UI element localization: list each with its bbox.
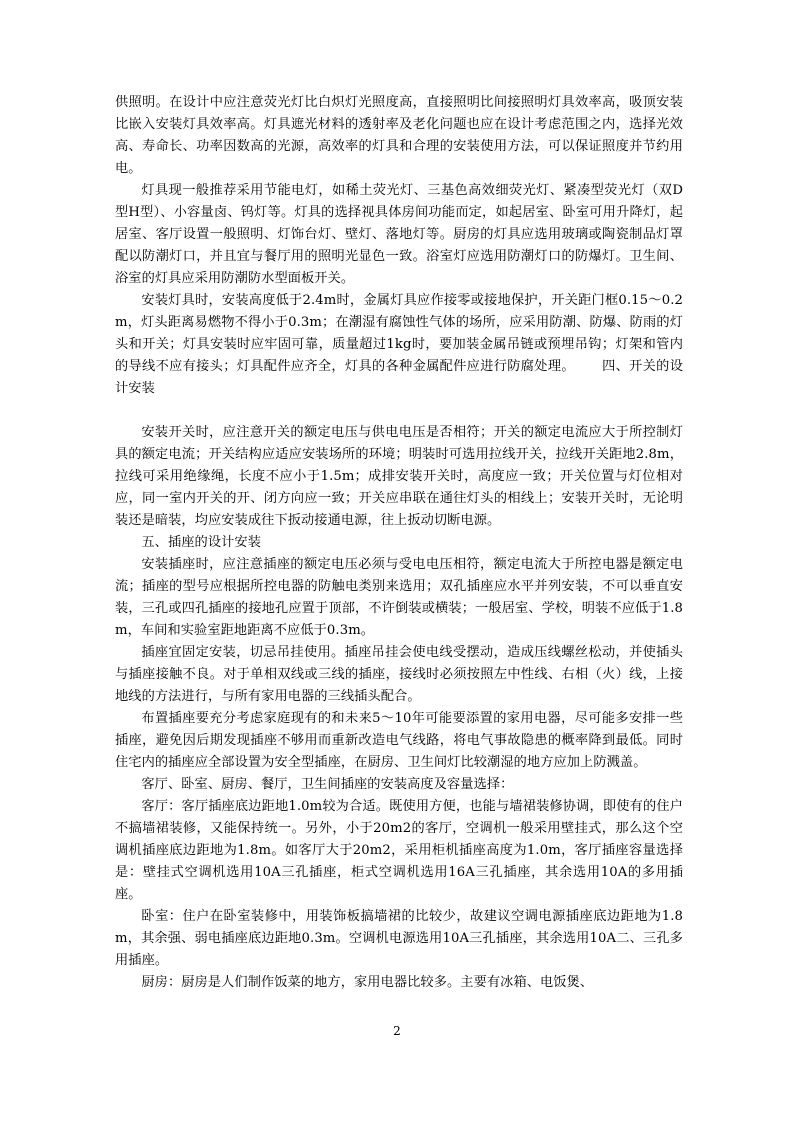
paragraph-lamp-installation-text: 安装灯具时，安装高度低于2.4m时，金属灯具应作接零或接地保护，开关距门框0.15～0.2m，灯头距离易燃物不得小于0.3m；在潮湿有腐蚀性气体的场所，应采用防潮、防爆、防雨的灯头和开关；灯具安装时应牢固可靠，质量超过1kg时，要加装金属吊链或预埋吊钩；灯架和管内的导线不应有接头；灯具配件应齐全，灯具的各种金属配件应进行防腐处理。 [115, 293, 683, 374]
page-number: 2 [393, 1024, 401, 1038]
paragraph-living-room: 客厅：客厅插座底边距地1.0m较为合适。既使用方便，也能与墙裙装修协调，即使有的住户不搞墙裙装修，又能保持统一。另外，小于20m2的客厅，空调机一般采用壁挂式，那么这个空调机插座底边距地为1.8m。如客厅大于20m2，采用柜机插座高度为1.0m，客厅插座容量选择是：壁挂式空调机选用10A三孔插座，柜式空调机选用16A三孔插座，其余选用10A的多用插座。 [115, 799, 683, 902]
paragraph-lamp-installation [115, 290, 683, 400]
paragraph-socket-fixing: 插座宜固定安装，切忌吊挂使用。插座吊挂会使电线受摆动，造成压线螺丝松动，并使插头与插座接触不良。对于单相双线或三线的插座，接线时必须按照左中性线、右相（火）线，上接地线的方法进行，与所有家用电器的三线插头配合。 [115, 645, 683, 704]
heading-socket-installation: 五、插座的设计安装 [141, 535, 261, 550]
document-body [115, 92, 683, 994]
paragraph-gap [115, 400, 683, 422]
heading-switch-installation: 四、开关的设计安装 [115, 359, 683, 396]
paragraph-switch-installation: 安装开关时，应注意开关的额定电压与供电电压是否相符；开关的额定电流应大于所控制灯具的额定电流；开关结构应适应安装场所的环境；明装时可选用拉线开关，拉线开关距地2.8m，拉线可采用绝缘绳，长度不应小于1.5m；成排安装开关时，高度应一致；开关位置与灯位相对应，同一室内开关的开、闭方向应一致；开关应串联在通往灯头的相线上；安装开关时，无论明装还是暗装，均应安装成往下扳动接通电源，往上扳动切断电源。 [115, 425, 683, 528]
paragraph-bedroom: 卧室：住户在卧室装修中，用装饰板搞墙裙的比较少，故建议空调电源插座底边距地为1.8m，其余强、弱电插座底边距地0.3m。空调机电源选用10A三孔插座，其余选用10A二、三孔多用插座。 [115, 909, 683, 968]
paragraph-socket-planning: 布置插座要充分考虑家庭现有的和未来5～10年可能要添置的家用电器，尽可能多安排一些插座，避免因后期发现插座不够用而重新改造电气线路，将电气事故隐患的概率降到最低。同时住宅内的插座应全部设置为安全型插座，在厨房、卫生间灯比较潮湿的地方应加上防溅盖。 [115, 711, 683, 770]
paragraph-socket-ratings: 安装插座时，应注意插座的额定电压必须与受电电压相符，额定电流大于所控电器是额定电流；插座的型号应根据所控电器的防触电类别来选用；双孔插座应水平并列安装，不可以垂直安装，三孔或四孔插座的接地孔应置于顶部，不许倒装或横装；一般居室、学校，明装不应低于1.8m，车间和实验室距地距离不应低于0.3m。 [115, 557, 683, 638]
paragraph-kitchen: 厨房：厨房是人们制作饭菜的地方，家用电器比较多。主要有冰箱、电饭煲、 [141, 975, 594, 990]
paragraph-room-heights-intro: 客厅、卧室、厨房、餐厅，卫生间插座的安装高度及容量选择： [141, 777, 514, 792]
paragraph-lamp-selection: 灯具现一般推荐采用节能电灯，如稀土荧光灯、三基色高效细荧光灯、紧凑型荧光灯（双D型H型）、小容量卤、钨灯等。灯具的选择视具体房间功能而定，如起居室、卧室可用升降灯，起居室、客厅设置一般照明、灯饰台灯、壁灯、落地灯等。厨房的灯具应选用玻璃或陶瓷制品灯罩配以防潮灯口，并且宜与餐厅用的照明光显色一致。浴室灯应选用防潮灯口的防爆灯。卫生间、浴室的灯具应采用防潮防水型面板开关。 [115, 183, 683, 286]
paragraph-lighting-efficiency: 供照明。在设计中应注意荧光灯比白炽灯光照度高，直接照明比间接照明灯具效率高，吸顶安装比嵌入安装灯具效率高。灯具遮光材料的透射率及老化问题也应在设计考虑范围之内，选择光效高、寿命长、功率因数高的光源，高效率的灯具和合理的安装使用方法，可以保证照度并节约用电。 [115, 95, 683, 176]
